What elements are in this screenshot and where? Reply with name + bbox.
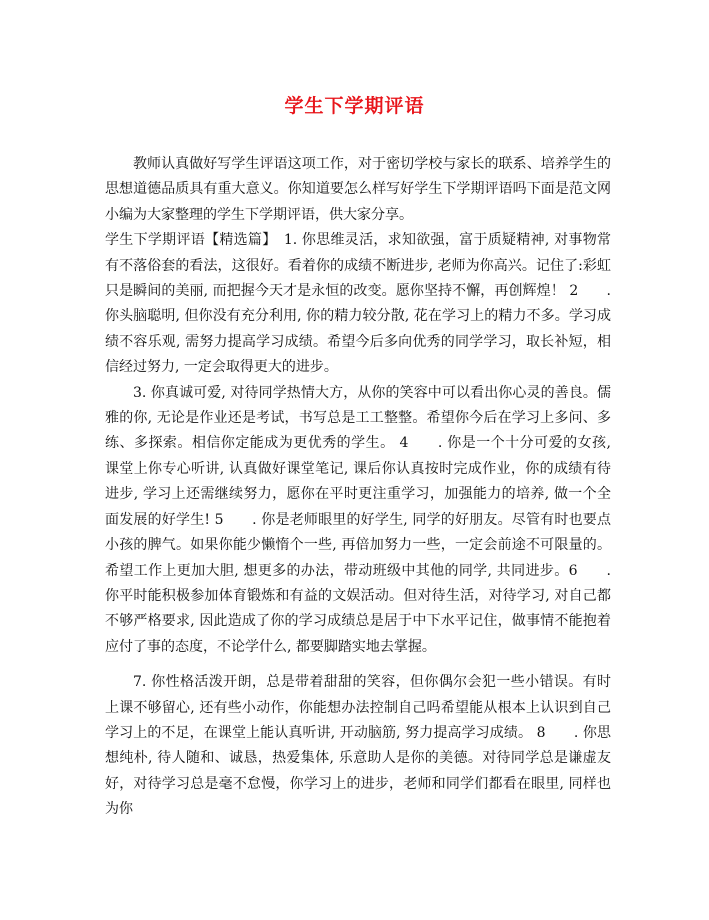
paragraph-selected-3: 3. 你真诚可爱, 对待同学热情大方，从你的笑容中可以看出你心灵的善良。儒雅的你, 无论是作业还是考试，书写总是工工整整。希望你今后在学习上多问、多练、多探索。相信你定能成为更优秀的学生。 4 . 你是一个十分可爱的女孩, 课堂上你专心听讲, 认真做好课堂笔记, 课后你认真按时完成作业，你的成绩有待进步, 学习上还需继续努力，愿你在平时更注重学习，加强能力的培养, 做一个全面发展的好学生! 5 . 你是老师眼里的好学生, 同学的好朋友。尽管有时也要点小孩的脾气。如果你能少懒惰个一些, 再倍加努力一些，一定会前途不可限量的。希望工作上更加大胆, 想更多的办法，带动班级中其他的同学, 共同进步。6 . 你平时能积极参加体育锻炼和有益的文娱活动。但对待生活，对待学习, 对自己都不够严格要求, 因此造成了你的学习成绩总是居于中下水平记住，做事情不能抱着应付了事的态度，不论学什么, 都要脚踏实地去掌握。: [105, 384, 611, 655]
paragraph-selected-7: 7. 你性格活泼开朗，总是带着甜甜的笑容，但你偶尔会犯一些小错误。有时上课不够留心, 还有些小动作，你能想办法控制自己吗希望能从根本上认识到自己学习上的不足，在课堂上能认真听讲, 开动脑筋, 努力提高学习成绩。 8 . 你思想纯朴, 待人随和、诚恳，热爱集体, 乐意助人是你的美德。对待同学总是谦虚友好，对待学习总是毫不怠慢，你学习上的进步，老师和同学们都看在眼里, 同样也为你: [105, 674, 611, 818]
document-body: [105, 152, 611, 823]
paragraph-intro: 教师认真做好写学生评语这项工作，对于密切学校与家长的联系、培养学生的思想道德品质具有重大意义。你知道要怎么样写好学生下学期评语吗下面是范文网小编为大家整理的学生下学期评语，供大家分享。: [105, 156, 611, 223]
page-title: 学生下学期评语: [284, 95, 425, 117]
paragraph-selected-1: 学生下学期评语【精选篇】 1. 你思维灵活，求知欲强，富于质疑精神, 对事物常有不落俗套的看法，这很好。看着你的成绩不断进步, 老师为你高兴。记住了:彩虹只是瞬间的美丽, 而把握今天才是永恒的改变。愿你坚持不懈，再创辉煌！ 2 . 你头脑聪明, 但你没有充分利用, 你的精力较分散, 花在学习上的精力不多。学习成绩不容乐观, 需努力提高学习成绩。希望今后多向优秀的同学学习，取长补短，相信经过努力, 一定会取得更大的进步。: [105, 232, 611, 376]
